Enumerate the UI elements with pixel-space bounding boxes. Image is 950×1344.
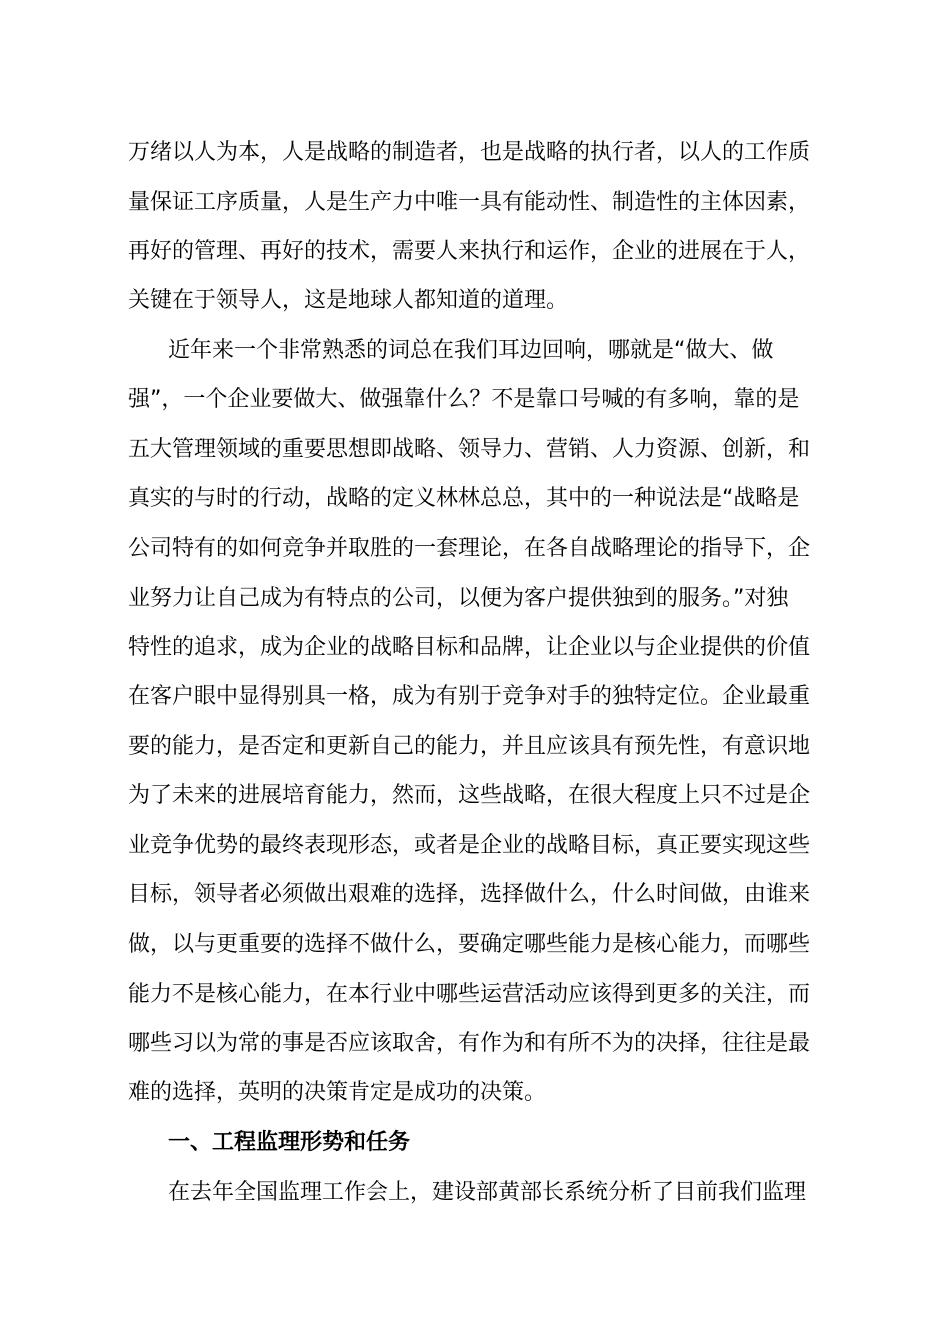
- paragraph-line: 公司特有的如何竞争并取胜的一套理论，在各自战略理论的指导下，企: [128, 536, 811, 561]
- section-heading: 一、工程监理形势和任务: [168, 1130, 411, 1155]
- paragraph-line: 目标，领导者必须做出艰难的选择，选择做什么，什么时间做，由谁来: [128, 882, 811, 907]
- paragraph-line: 在去年全国监理工作会上，建设部黄部长系统分析了目前我们监理: [168, 1180, 807, 1205]
- paragraph-line: 为了未来的进展培育能力，然而，这些战略，在很大程度上只不过是企: [128, 783, 811, 808]
- paragraph-line: 特性的追求，成为企业的战略目标和品牌，让企业以与企业提供的价值: [128, 635, 811, 660]
- paragraph-line: 难的选择，英明的决策肯定是成功的决策。: [128, 1080, 547, 1105]
- paragraph-line: 强”，一个企业要做大、做强靠什么？不是靠口号喊的有多响，靠的是: [128, 387, 800, 412]
- paragraph-line: 万绪以人为本，人是战略的制造者，也是战略的执行者，以人的工作质: [128, 140, 811, 165]
- paragraph-line: 能力不是核心能力，在本行业中哪些运营活动应该得到更多的关注，而: [128, 982, 811, 1007]
- paragraph-line: 量保证工序质量，人是生产力中唯一具有能动性、制造性的主体因素，: [128, 190, 811, 215]
- paragraph-line: 关键在于领导人，这是地球人都知道的道理。: [128, 288, 569, 313]
- paragraph-line: 业竞争优势的最终表现形态，或者是企业的战略目标，真正要实现这些: [128, 833, 811, 858]
- paragraph-line: 再好的管理、再好的技术，需要人来执行和运作，企业的进展在于人，: [128, 239, 811, 264]
- paragraph-line: 在客户眼中显得别具一格，成为有别于竞争对手的独特定位。企业最重: [128, 684, 811, 709]
- paragraph-line: 哪些习以为常的事是否应该取舍，有作为和有所不为的决择，往往是最: [128, 1031, 811, 1056]
- paragraph-line: 做，以与更重要的选择不做什么，要确定哪些能力是核心能力，而哪些: [128, 932, 811, 957]
- paragraph-line: 近年来一个非常熟悉的词总在我们耳边回响，哪就是“做大、做: [168, 338, 774, 363]
- paragraph-line: 要的能力，是否定和更新自己的能力，并且应该具有预先性，有意识地: [128, 734, 811, 759]
- paragraph-line: 五大管理领域的重要思想即战略、领导力、营销、人力资源、创新，和: [128, 437, 811, 462]
- paragraph-line: 业努力让自己成为有特点的公司，以便为客户提供独到的服务。”对独: [128, 586, 789, 611]
- paragraph-line: 真实的与时的行动，战略的定义林林总总，其中的一种说法是“战略是: [128, 486, 800, 511]
